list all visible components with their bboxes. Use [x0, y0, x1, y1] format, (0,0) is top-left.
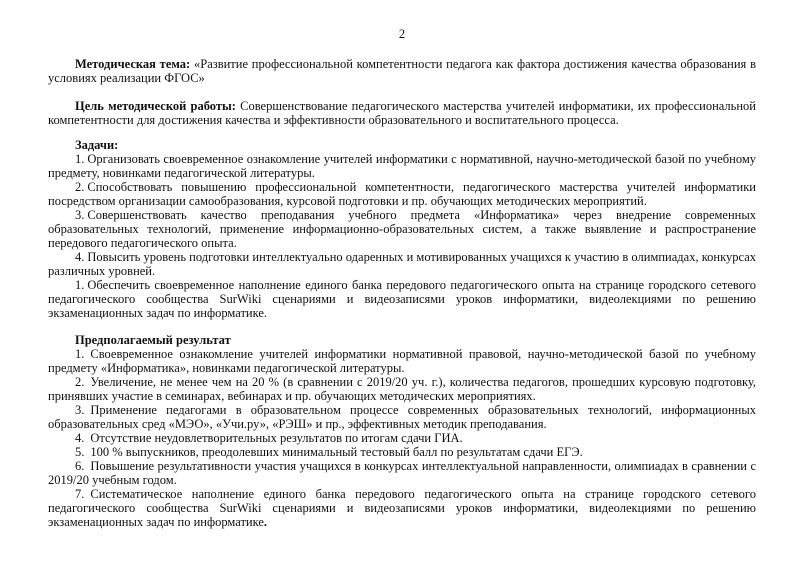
result-item-text: Систематическое наполнение единого банка передового педагогического опыта на странице городского сетевого педагогического сообщества SurWiki сценариями и видеозаписями уроков информатики, видеолекциями по решению экзаменационных задач по информатике	[48, 487, 756, 529]
task-item	[48, 278, 756, 320]
result-item	[48, 375, 756, 403]
result-item-number: 3.	[75, 403, 85, 417]
task-item	[48, 180, 756, 208]
result-item	[48, 347, 756, 375]
result-item-text: Отсутствие неудовлетворительных результатов по итогам сдачи ГИА.	[90, 431, 463, 445]
task-item-text: Организовать своевременное ознакомление учителей информатики с нормативной, научно-методической базой по учебному предмету, новинками педагогической литературы.	[48, 152, 756, 180]
methodical-theme-label: Методическая тема:	[75, 57, 191, 71]
task-item-text: Обеспечить своевременное наполнение единого банка передового педагогического опыта на странице городского сетевого педагогического сообщества SurWiki сценариями и видеозаписями уроков информатики, видеолекциями по решению экзаменационных задач по информатике.	[48, 278, 756, 320]
page-number: 2	[398, 27, 406, 41]
results-heading: Предполагаемый результат	[75, 333, 231, 347]
task-item	[48, 208, 756, 250]
tasks-heading: Задачи:	[75, 138, 119, 152]
result-item	[48, 403, 756, 431]
result-item-number: 2.	[75, 375, 85, 389]
result-item	[48, 459, 756, 487]
result-item-text: Повышение результативности участия учащихся в конкурсах интеллектуальной направленности, олимпиадах в сравнении с 2019/20 учебным годом.	[48, 459, 756, 487]
result-item	[48, 431, 756, 445]
task-item-number: 1.	[75, 278, 85, 292]
result-item-text: Применение педагогами в образовательном процессе современных образовательных технологий, информационных образовательных сред «МЭО», «Учи.ру», «РЭШ» и пр., эффективных методик преподавания.	[48, 403, 756, 431]
methodical-theme-text: «Развитие профессиональной компетентности педагога как фактора достижения качества образования в условиях реализации ФГОС»	[48, 57, 756, 85]
goal-label: Цель методической работы:	[75, 99, 236, 113]
result-item-text: Своевременное ознакомление учителей информатики нормативной правовой, научно-методической базой по учебному предмету «Информатика», новинками педагогической литературы.	[48, 347, 756, 375]
task-item-number: 2.	[75, 180, 85, 194]
result-item-number: 7.	[75, 487, 85, 501]
result-item-number: 6.	[75, 459, 85, 473]
task-item	[48, 152, 756, 180]
result-item-number: 5.	[75, 445, 85, 459]
task-item-text: Способствовать повышению профессиональной компетентности, педагогического мастерства учителей информатики посредством организации самообразования, курсовой подготовки и пр. обучающих методических мероприятий.	[48, 180, 756, 208]
task-item-number: 4.	[75, 250, 85, 264]
result-item-number: 1.	[75, 347, 85, 361]
goal-paragraph	[48, 99, 756, 127]
result-item-number: 4.	[75, 431, 85, 445]
result-item-text: 100 % выпускников, преодолевших минимальный тестовый балл по результатам сдачи ЕГЭ.	[90, 445, 583, 459]
task-item	[48, 250, 756, 278]
task-item-number: 1.	[75, 152, 85, 166]
result-item	[48, 487, 756, 529]
goal-text: Совершенствование педагогического мастерства учителей информатики, их профессиональной компетентности для достижения качества и эффективности образовательного и воспитательного процесса.	[48, 99, 756, 127]
task-item-text: Совершенствовать качество преподавания учебного предмета «Информатика» через внедрение современных образовательных технологий, применение информационно-образовательных систем, а также выявление и распространение передового педагогического опыта.	[48, 208, 756, 250]
task-item-text: Повысить уровень подготовки интеллектуально одаренных и мотивированных учащихся к участию в олимпиадах, конкурсах различных уровней.	[48, 250, 756, 278]
task-item-number: 3.	[75, 208, 85, 222]
methodical-theme-paragraph	[48, 57, 756, 85]
result-item	[48, 445, 756, 459]
result-item-text: Увеличение, не менее чем на 20 % (в сравнении с 2019/20 уч. г.), количества педагогов, прошедших курсовую подготовку, принявших участие в семинарах, вебинарах и пр. обучающих методических мероприятиях.	[48, 375, 756, 403]
result-item-bold-period: .	[263, 515, 268, 529]
